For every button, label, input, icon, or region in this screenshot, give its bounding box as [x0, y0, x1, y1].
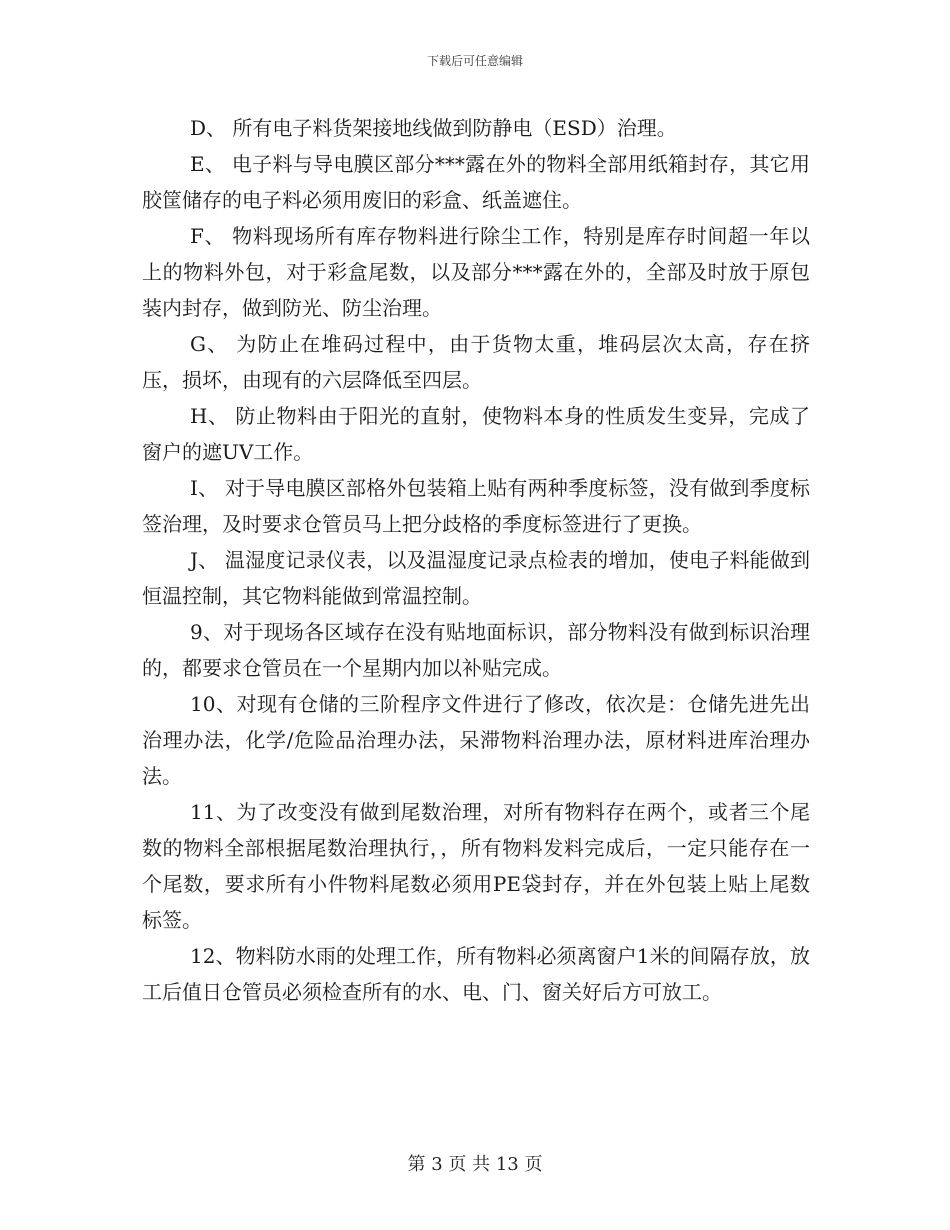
page-header-note: 下载后可任意编辑	[426, 54, 523, 68]
paragraph-10: 10、对现有仓储的三阶程序文件进行了修改，依次是：仓储先进先出治理办法，化学/危险品治理办法，呆滞物料治理办法，原材料进库治理办法。	[142, 692, 810, 788]
paragraph-i: I、 对于导电膜区部格外包装箱上贴有两种季度标签，没有做到季度标签治理，及时要求仓管员马上把分歧格的季度标签进行了更换。	[142, 476, 810, 536]
paragraph-11: 11、为了改变没有做到尾数治理，对所有物料存在两个，或者三个尾数的物料全部根据尾数治理执行，，所有物料发料完成后，一定只能存在一个尾数，要求所有小件物料尾数必须用PE袋封存，并在外包装上贴上尾数标签。	[142, 800, 810, 932]
page-number: 第 3 页 共 13 页	[407, 1154, 543, 1175]
paragraph-12: 12、物料防水雨的处理工作，所有物料必须离窗户1米的间隔存放，放工后值日仓管员必须检查所有的水、电、门、窗关好后方可放工。	[142, 944, 810, 1004]
document-body	[142, 110, 810, 1010]
paragraph-f: F、 物料现场所有库存物料进行除尘工作，特别是库存时间超一年以上的物料外包，对于彩盒尾数，以及部分***露在外的，全部及时放于原包装内封存，做到防光、防尘治理。	[142, 224, 810, 320]
paragraph-j: J、 温湿度记录仪表，以及温湿度记录点检表的增加，使电子料能做到恒温控制，其它物料能做到常温控制。	[142, 548, 810, 608]
paragraph-d: D、 所有电子料货架接地线做到防静电（ESD）治理。	[190, 116, 677, 140]
paragraph-g: G、 为防止在堆码过程中，由于货物太重，堆码层次太高，存在挤压，损坏，由现有的六层降低至四层。	[142, 332, 810, 392]
paragraph-h: H、 防止物料由于阳光的直射，使物料本身的性质发生变异，完成了窗户的遮UV工作。	[142, 404, 810, 464]
paragraph-9: 9、对于现场各区域存在没有贴地面标识，部分物料没有做到标识治理的，都要求仓管员在一个星期内加以补贴完成。	[142, 620, 810, 680]
paragraph-e: E、 电子料与导电膜区部分***露在外的物料全部用纸箱封存，其它用胶筐储存的电子料必须用废旧的彩盒、纸盖遮住。	[142, 152, 810, 212]
